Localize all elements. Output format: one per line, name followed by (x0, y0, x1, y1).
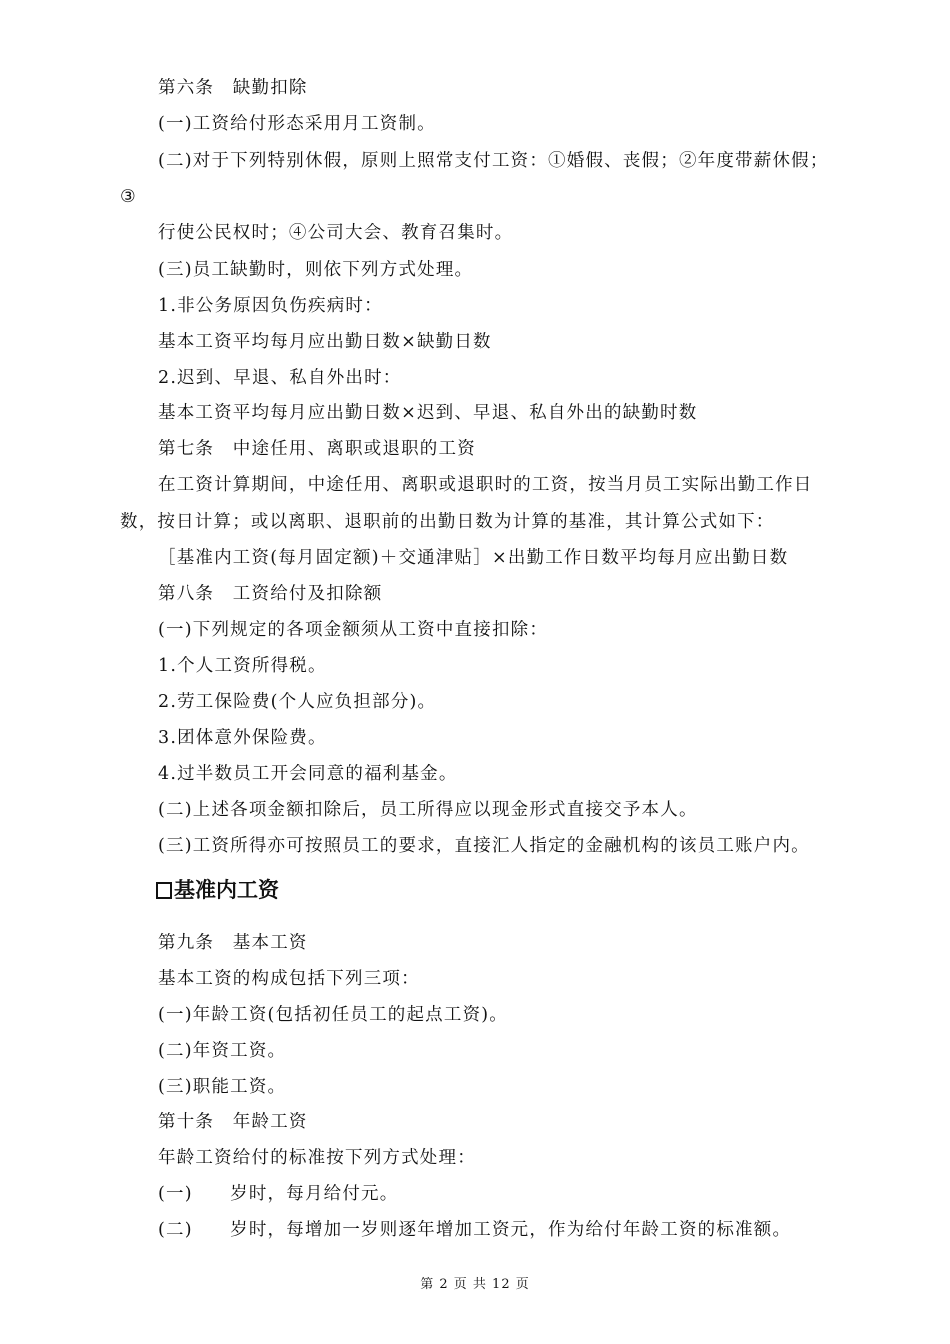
paragraph-line: (二)年资工资。 (158, 1041, 287, 1061)
paragraph-line: 2.迟到、早退、私自外出时： (158, 368, 402, 388)
paragraph-line: 基本工资平均每月应出勤日数×缺勤日数 (158, 332, 492, 352)
section-heading-text: 基准内工资 (174, 878, 279, 902)
paragraph-line: (三)职能工资。 (158, 1077, 287, 1097)
paragraph-line: 3.团体意外保险费。 (158, 728, 327, 748)
formula-line: ［基准内工资(每月固定额)＋交通津贴］×出勤工作日数平均每月应出勤日数 (158, 548, 789, 568)
paragraph-line: 4.过半数员工开会同意的福利基金。 (158, 764, 458, 784)
paragraph-line: 年龄工资给付的标准按下列方式处理： (158, 1148, 476, 1168)
paragraph-line: (三)员工缺勤时，则依下列方式处理。 (158, 260, 474, 280)
paragraph-line: 在工资计算期间，中途任用、离职或退职时的工资，按当月员工实际出勤工作日 (158, 475, 813, 495)
paragraph-line: ③ (120, 187, 137, 207)
paragraph-line: 行使公民权时；④公司大会、教育召集时。 (158, 223, 514, 243)
paragraph-line: 1.个人工资所得税。 (158, 656, 327, 676)
paragraph-line: (三)工资所得亦可按照员工的要求，直接汇人指定的金融机构的该员工账户内。 (158, 836, 810, 856)
paragraph-line: (二)上述各项金额扣除后，员工所得应以现金形式直接交予本人。 (158, 800, 698, 820)
paragraph-line: 2.劳工保险费(个人应负担部分)。 (158, 692, 437, 712)
section-heading (156, 876, 279, 904)
article-10-title: 第十条 年龄工资 (158, 1112, 308, 1132)
paragraph-line: (二) 岁时，每增加一岁则逐年增加工资元，作为给付年龄工资的标准额。 (158, 1220, 792, 1240)
paragraph-line: (一)下列规定的各项金额须从工资中直接扣除： (158, 620, 549, 640)
article-7-title: 第七条 中途任用、离职或退职的工资 (158, 439, 476, 459)
paragraph-line: (一)工资给付形态采用月工资制。 (158, 114, 436, 134)
checkbox-square-icon (156, 882, 172, 899)
page-footer: 第 2 页 共 12 页 (420, 1277, 530, 1292)
article-8-title: 第八条 工资给付及扣除额 (158, 584, 383, 604)
paragraph-line: (一) 岁时，每月给付元。 (158, 1184, 399, 1204)
article-6-title: 第六条 缺勤扣除 (158, 78, 308, 98)
paragraph-line: 基本工资的构成包括下列三项： (158, 969, 420, 989)
paragraph-line: (二)对于下列特别休假，原则上照常支付工资：①婚假、丧假；②年度带薪休假； (158, 151, 829, 171)
article-9-title: 第九条 基本工资 (158, 933, 308, 953)
paragraph-line: 基本工资平均每月应出勤日数×迟到、早退、私自外出的缺勤时数 (158, 403, 698, 423)
paragraph-line: 数，按日计算；或以离职、退职前的出勤日数为计算的基准，其计算公式如下： (120, 512, 775, 532)
paragraph-line: (一)年龄工资(包括初任员工的起点工资)。 (158, 1005, 509, 1025)
paragraph-line: 1.非公务原因负伤疾病时： (158, 296, 383, 316)
